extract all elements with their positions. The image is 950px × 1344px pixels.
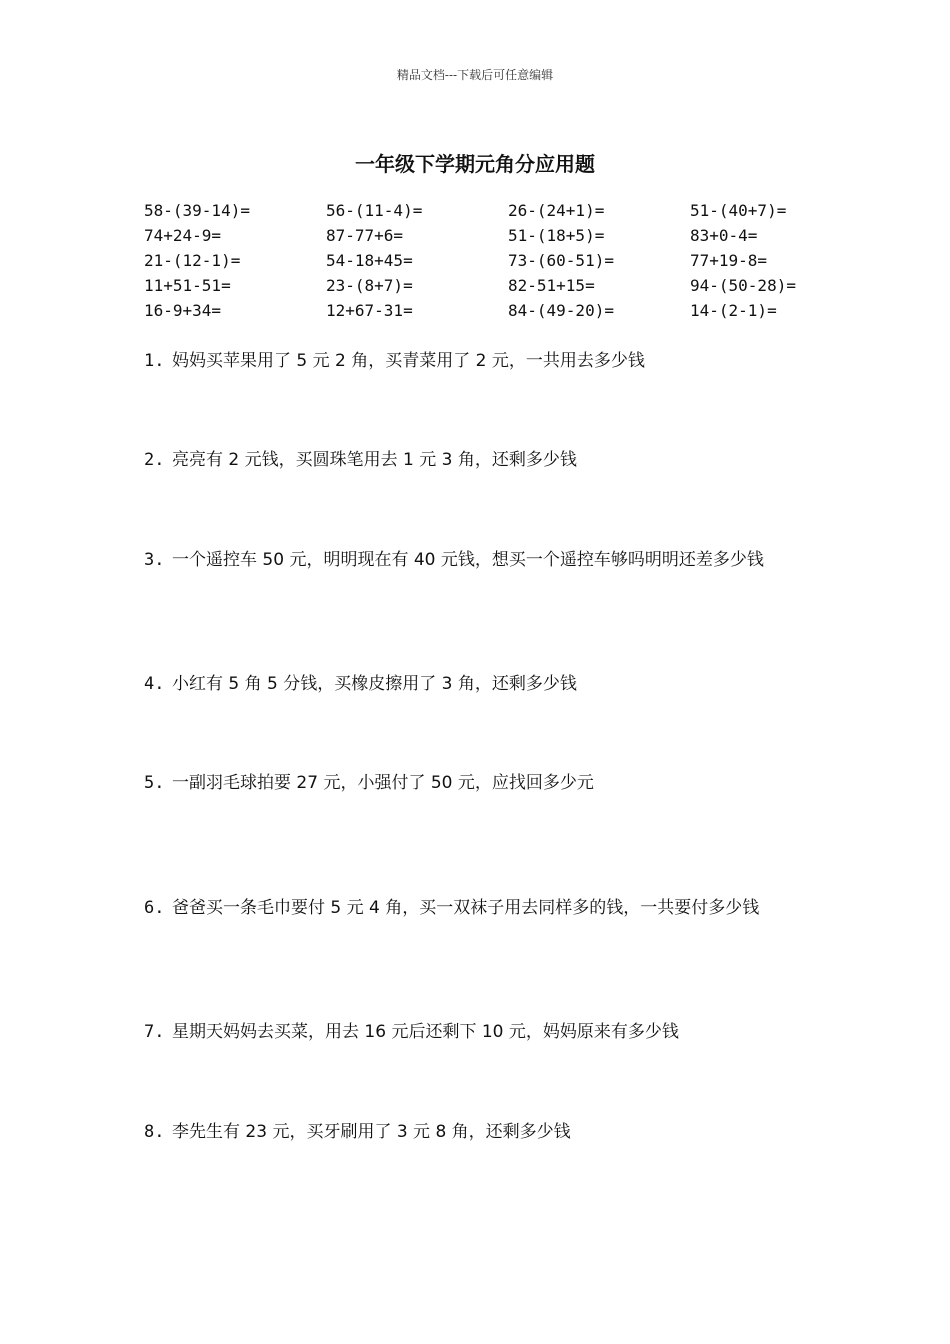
problem-number: 5. [144,773,165,793]
problem-text: 小红有 5 角 5 分钱，买橡皮擦用了 3 角，还剩多少钱 [172,674,577,694]
arithmetic-item: 14-(2-1)= [690,301,777,320]
arithmetic-item: 12+67-31= [326,301,413,320]
problem-text: 妈妈买苹果用了 5 元 2 角，买青菜用了 2 元，一共用去多少钱 [172,351,645,371]
word-problem-6 [144,896,824,921]
problem-number: 3. [144,550,165,570]
problem-number: 6. [144,898,165,918]
problem-text: 亮亮有 2 元钱，买圆珠笔用去 1 元 3 角，还剩多少钱 [172,450,577,470]
arithmetic-grid [144,198,824,323]
arithmetic-item: 54-18+45= [326,251,413,270]
arithmetic-item: 74+24-9= [144,226,222,245]
problem-number: 7. [144,1022,165,1042]
word-problem-2 [144,448,824,473]
problem-number: 2. [144,450,165,470]
word-problem-1 [144,349,824,374]
arithmetic-item: 84-(49-20)= [508,301,614,320]
word-problem-7 [144,1020,824,1045]
problem-text: 一个遥控车 50 元，明明现在有 40 元钱，想买一个遥控车够吗明明还差多少钱 [172,550,764,570]
word-problem-5 [144,771,824,796]
problem-text: 星期天妈妈去买菜，用去 16 元后还剩下 10 元，妈妈原来有多少钱 [172,1022,679,1042]
problem-number: 8. [144,1122,165,1142]
arithmetic-item: 87-77+6= [326,226,404,245]
arithmetic-item: 23-(8+7)= [326,276,413,295]
arithmetic-item: 56-(11-4)= [326,201,423,220]
arithmetic-item: 94-(50-28)= [690,276,796,295]
problem-text: 爸爸买一条毛巾要付 5 元 4 角，买一双袜子用去同样多的钱，一共要付多少钱 [172,898,760,918]
arithmetic-item: 77+19-8= [690,251,768,270]
problem-text: 一副羽毛球拍要 27 元，小强付了 50 元，应找回多少元 [172,773,594,793]
problem-number: 4. [144,674,165,694]
problem-text: 李先生有 23 元，买牙刷用了 3 元 8 角，还剩多少钱 [172,1122,571,1142]
arithmetic-item: 58-(39-14)= [144,201,250,220]
arithmetic-item: 11+51-51= [144,276,231,295]
problem-number: 1. [144,351,165,371]
header-note: 精品文档---下载后可任意编辑 [396,68,554,82]
arithmetic-item: 51-(18+5)= [508,226,605,245]
document-title: 一年级下学期元角分应用题 [355,152,595,176]
arithmetic-item: 73-(60-51)= [508,251,614,270]
arithmetic-item: 26-(24+1)= [508,201,605,220]
arithmetic-item: 21-(12-1)= [144,251,241,270]
arithmetic-item: 51-(40+7)= [690,201,787,220]
word-problem-8 [144,1120,824,1145]
word-problem-4 [144,672,824,697]
arithmetic-item: 83+0-4= [690,226,758,245]
word-problem-3 [144,548,824,573]
arithmetic-item: 16-9+34= [144,301,222,320]
arithmetic-item: 82-51+15= [508,276,595,295]
